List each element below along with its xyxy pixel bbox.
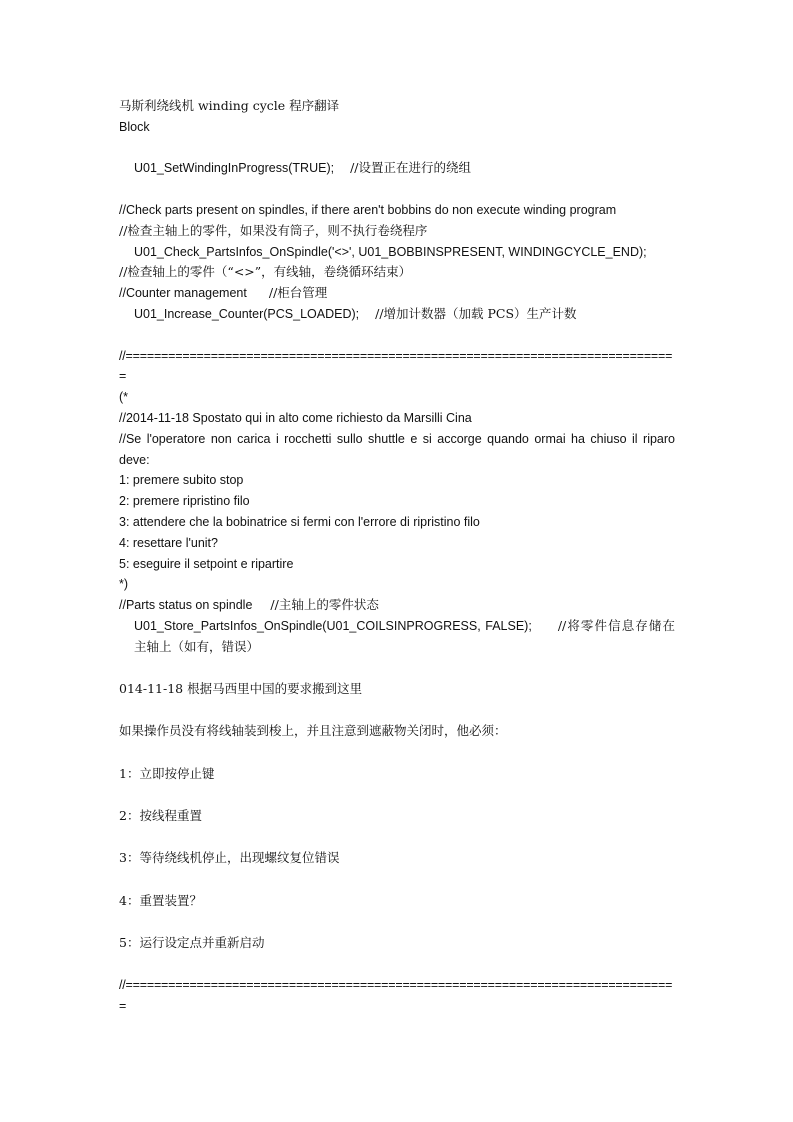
comment-check-parts-cn: //检查主轴上的零件，如果没有筒子，则不执行卷绕程序 (119, 222, 428, 238)
comment-counter-en: //Counter management (119, 286, 247, 301)
comment-counter-cn: //柜台管理 (268, 285, 328, 301)
code-line-parts-status (119, 595, 675, 616)
separator-tail: = (119, 369, 127, 384)
comment-open: (* (119, 390, 129, 405)
blank-line (119, 325, 675, 346)
code-line-store-parts (119, 616, 675, 658)
list-item-it-step: 1: premere subito stop (119, 473, 244, 488)
blank-line (119, 179, 675, 200)
list-item-cn-step: 4：重置装置？ (119, 892, 202, 908)
comment-set-winding: //设置正在进行的绕组 (350, 160, 472, 176)
blank-line (119, 784, 675, 806)
block-keyword: Block (119, 119, 150, 134)
code-increase-counter: U01_Increase_Counter(PCS_LOADED); (134, 306, 360, 321)
cn-operator-line: 如果操作员没有将线轴装到梭上，并且注意到遮蔽物关闭时，他必须： (119, 723, 507, 739)
blank-line (119, 138, 675, 159)
code-line-set-winding (119, 158, 675, 179)
comment-check-parts-code-cn: //检查轴上的零件（“<>”，有线轴，卷绕循环结束） (119, 264, 412, 280)
separator-line-bottom: //============================================================================= (119, 978, 673, 993)
list-item-it-step: 5: eseguire il setpoint e ripartire (119, 556, 294, 571)
document-title: 马斯利绕线机 winding cycle 程序翻译 (119, 98, 340, 113)
blank-line (119, 700, 675, 722)
comment-italian-date: //2014-11-18 Spostato qui in alto come richiesto da Marsilli Cina (119, 410, 472, 425)
separator-line: //============================================================================= (119, 348, 673, 363)
list-item-cn-step: 3：等待绕线机停止，出现螺纹复位错误 (119, 850, 340, 866)
comment-parts-status-en: //Parts status on spindle (119, 598, 253, 613)
code-line-counter-comment (119, 283, 675, 304)
list-item-cn-step: 5：运行设定点并重新启动 (119, 934, 265, 950)
blank-line (119, 911, 675, 933)
list-item-cn-step: 1：立即按停止键 (119, 765, 215, 781)
blank-line (119, 658, 675, 680)
code-check-parts: U01_Check_PartsInfos_OnSpindle('<>', U01_BOBBINSPRESENT, WINDINGCYCLE_END); (134, 244, 647, 259)
cn-date-line: 014-11-18 根据马西里中国的要求搬到这里 (119, 681, 363, 697)
code-line-counter (119, 304, 675, 325)
list-item-it-step: 3: attendere che la bobinatrice si fermi con l'errore di ripristino filo (119, 514, 480, 529)
comment-check-parts-en: //Check parts present on spindles, if there aren't bobbins do non execute winding program (119, 202, 617, 217)
blank-line (119, 869, 675, 891)
code-store-parts: U01_Store_PartsInfos_OnSpindle(U01_COILSINPROGRESS, FALSE); (134, 618, 532, 633)
code-set-winding: U01_SetWindingInProgress(TRUE); (134, 161, 335, 176)
separator-tail-bottom: = (119, 998, 127, 1013)
list-item-it-step: 4: resettare l'unit? (119, 535, 218, 550)
list-item-it-step: 2: premere ripristino filo (119, 494, 250, 509)
comment-close: *) (119, 577, 129, 592)
comment-italian-operator: //Se l'operatore non carica i rocchetti sullo shuttle e si accorge quando ormai ha chiuso il riparo deve: (119, 431, 675, 467)
comment-store-parts: //将零件信息存储在主轴上（如有，错误） (134, 617, 675, 654)
blank-line (119, 742, 675, 764)
blank-line (119, 954, 675, 976)
document-page (119, 96, 675, 1017)
blank-line (119, 827, 675, 849)
list-item-cn-step: 2：按线程重置 (119, 807, 202, 823)
comment-increase-counter: //增加计数器（加载 PCS）生产计数 (375, 305, 577, 321)
comment-parts-status-cn: //主轴上的零件状态 (270, 597, 379, 613)
